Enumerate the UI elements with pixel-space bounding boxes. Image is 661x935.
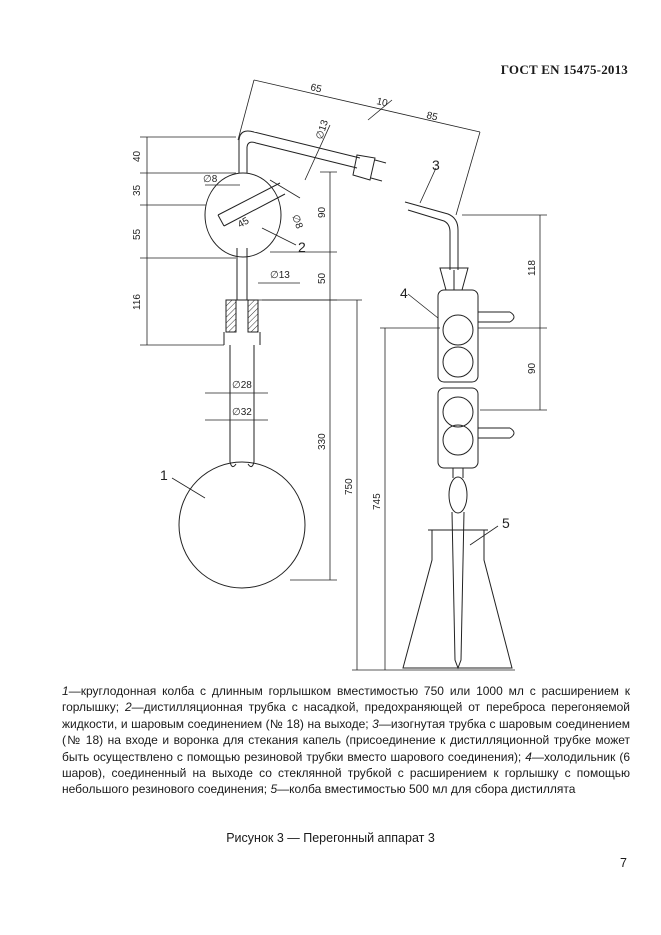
right-dimension-lines: [352, 215, 547, 670]
dim-85: 85: [425, 110, 439, 124]
dim-d13-mid: ∅13: [270, 270, 290, 281]
legend-num-2: 2: [124, 700, 132, 715]
ball-joint-adaptor: [224, 300, 260, 345]
dim-745: 745: [372, 493, 383, 510]
callout-2: 2: [298, 239, 306, 255]
dim-45: 45: [236, 215, 252, 231]
dim-35: 35: [132, 184, 143, 196]
dim-d8-b: ∅8: [289, 213, 305, 231]
callout-4: 4: [400, 285, 408, 301]
legend-text-2: —дистилляционная трубка с насадкой, предохраняющей от переброса перегоняемой жидкости, и шаровым соединением (№ 18) на выходе;: [62, 700, 630, 731]
dim-10: 10: [375, 96, 389, 110]
legend-num-3: 3: [372, 716, 379, 731]
legend-num-1: 1: [62, 684, 69, 698]
dim-90: 90: [317, 206, 328, 218]
legend-text-3: —изогнутая трубка с шаровым соединением (№ 18) на входе и воронка для стекания капель (присоединение к дистилляционной трубке может быть осуществлено с помощью резиновой трубки вместо шарового соединения);: [62, 716, 630, 764]
legend-num-5: 5: [270, 782, 278, 797]
dim-330: 330: [317, 433, 328, 450]
dim-40: 40: [132, 150, 143, 162]
legend-num-4: 4: [525, 749, 532, 764]
standard-header: ГОСТ EN 15475-2013: [500, 62, 628, 77]
page-number: 7: [620, 856, 627, 870]
bent-tube-and-funnel: [405, 202, 468, 290]
dim-750: 750: [344, 478, 355, 495]
dim-d8: ∅8: [203, 174, 218, 185]
left-dimension-lines: [140, 80, 480, 670]
legend-text-5: —колба вместимостью 500 мл для сбора дистиллята: [277, 782, 576, 797]
receiving-flask: [403, 530, 512, 668]
figure-legend: [62, 683, 630, 798]
dim-65: 65: [309, 82, 323, 96]
dim-90-right: 90: [527, 362, 538, 374]
legend-text-4: —холодильник (6 шаров), соединенный на выходе со стеклянной трубкой с расширением к горлышку с помощью небольшого резинового соединения;: [62, 749, 631, 797]
dim-55: 55: [132, 228, 143, 240]
dim-d28: ∅28: [232, 380, 252, 391]
dim-d32: ∅32: [232, 407, 252, 418]
callout-1: 1: [160, 467, 168, 483]
figure-title: Рисунок 3 — Перегонный аппарат 3: [226, 831, 435, 845]
callout-5: 5: [502, 515, 510, 531]
dim-50: 50: [317, 272, 328, 284]
legend-text-1: —круглодонная колба с длинным горлышком вместимостью 750 или 1000 мл с расширением к горлышку;: [62, 684, 630, 715]
dim-116: 116: [132, 294, 143, 310]
dim-d13-top: ∅13: [314, 118, 331, 141]
ball-condenser: [438, 290, 514, 478]
dim-118: 118: [527, 260, 538, 276]
outlet-tube: [449, 477, 467, 668]
callout-3: 3: [432, 157, 440, 173]
